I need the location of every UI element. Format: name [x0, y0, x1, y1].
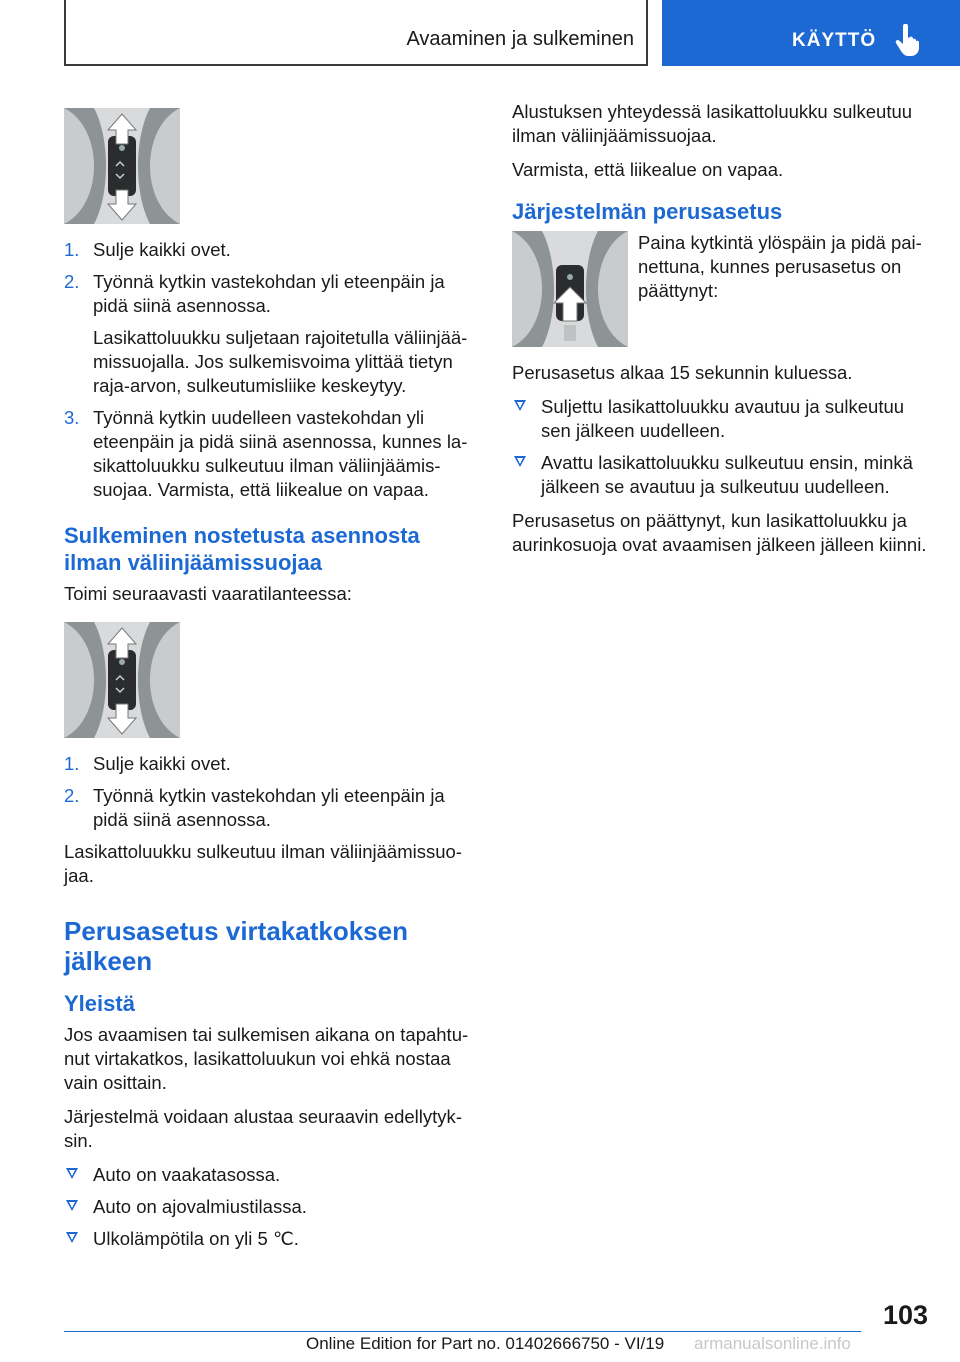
list-item	[64, 1163, 476, 1187]
switch-illustration-forward	[64, 108, 180, 224]
list-item	[64, 406, 476, 502]
hand-pointer-icon	[894, 24, 924, 58]
chapter-tab-label: KÄYTTÖ	[792, 30, 877, 51]
section-title: Avaaminen ja sulkeminen	[406, 28, 634, 50]
init-paragraph-2: Varmista, että liikealue on vapaa.	[512, 159, 784, 180]
chapter-tab[interactable]	[662, 0, 960, 66]
bullet-triangle-icon	[514, 400, 526, 411]
list-item	[64, 1227, 476, 1251]
list-item	[64, 752, 476, 776]
bullet-triangle-icon	[66, 1168, 78, 1179]
switch-illustration-up	[512, 231, 628, 347]
condition-text: Ulkolämpötila on yli 5 ℃.	[93, 1228, 299, 1249]
step-text: Työnnä kytkin uudelleen vastekohdan yli eteenpäin ja pidä siinä asennossa, kunnes lasikattoluukku sulkeutuu ilman väliinjäämissuojaa. Varmista, että liikealue on vapaa.	[93, 407, 468, 500]
init-paragraph-1: Alustuksen yhteydessä lasikattoluukku sulkeutuu ilman väliinjäämissuojaa.	[512, 101, 913, 146]
condition-text: Auto on ajovalmiustilassa.	[93, 1196, 307, 1217]
step-number: 2.	[64, 271, 80, 292]
step-text: Sulje kaikki ovet.	[93, 239, 231, 260]
switch-illustration-forward-2	[64, 622, 180, 738]
bullet-triangle-icon	[514, 456, 526, 467]
footer-rule	[64, 1331, 861, 1332]
step-number: 1.	[64, 753, 80, 774]
heading-general: Yleistä	[64, 991, 135, 1016]
done-text: Perusasetus on päättynyt, kun lasikattoluukku ja aurinkosuoja ovat avaamisen jälkeen jälleen kiinni.	[512, 510, 927, 555]
header-right-rule	[646, 0, 648, 66]
step-text: Työnnä kytkin vastekohdan yli eteenpäin ja pidä siinä asennossa.	[93, 785, 445, 830]
result-text: Suljettu lasikattoluukku avautuu ja sulkeutuu sen jälkeen uudelleen.	[541, 396, 905, 441]
result-text: Avattu lasikattoluukku sulkeutuu ensin, minkä jälkeen se avautuu ja sulkeutuu uudelleen.	[541, 452, 913, 497]
step-text: Työnnä kytkin vastekohdan yli eteenpäin ja pidä siinä asennossa.	[93, 271, 445, 316]
left-column	[64, 100, 476, 1261]
step-note: Lasikattoluukku suljetaan rajoitetulla väliinjäämissuojalla. Jos sulkemisvoima ylittää tietyn raja-arvon, sulkeutumisliike keskeytyy.	[93, 327, 468, 396]
close-steps-list	[64, 238, 476, 502]
results-list	[512, 395, 928, 499]
step-number: 1.	[64, 239, 80, 260]
general-paragraph-1: Jos avaamisen tai sulkemisen aikana on tapahtunut virtakatkos, lasikattoluukun voi ehkä nostaa vain osittain.	[64, 1024, 469, 1093]
list-item	[64, 784, 476, 832]
bullet-triangle-icon	[66, 1232, 78, 1243]
list-item	[64, 1195, 476, 1219]
emergency-intro: Toimi seuraavasti vaaratilanteessa:	[64, 583, 352, 604]
emergency-steps-list	[64, 752, 476, 832]
edition-text: Online Edition for Part no. 01402666750 - VI/19	[306, 1334, 665, 1353]
list-item	[64, 270, 476, 398]
step-text: Sulje kaikki ovet.	[93, 753, 231, 774]
basic-setting-figure-row	[512, 231, 928, 347]
bullet-triangle-icon	[66, 1200, 78, 1211]
page-number: 103	[882, 1300, 928, 1330]
list-item	[512, 451, 928, 499]
header-left-rule	[64, 0, 66, 66]
heading-close-without-protection: Sulkeminen nostetusta asennosta ilman väliinjäämissuojaa	[64, 523, 420, 575]
step-number: 2.	[64, 785, 80, 806]
step-number: 3.	[64, 407, 80, 428]
starts-text: Perusasetus alkaa 15 sekunnin kuluessa.	[512, 362, 853, 383]
closes-without-protection-text: Lasikattoluukku sulkeutuu ilman väliinjäämissuojaa.	[64, 841, 462, 886]
conditions-list	[64, 1163, 476, 1251]
general-paragraph-2: Järjestelmä voidaan alustaa seuraavin edellytyksin.	[64, 1106, 462, 1151]
press-instruction: Paina kytkintä ylöspäin ja pidä painettuna, kunnes perusasetus on päättynyt:	[638, 232, 922, 301]
heading-reset-after-power-loss: Perusasetus virtakatkoksen jälkeen	[64, 916, 408, 976]
watermark: armanualsonline.info	[694, 1334, 851, 1353]
header-bottom-rule	[64, 64, 648, 66]
condition-text: Auto on vaakatasossa.	[93, 1164, 281, 1185]
right-column	[512, 100, 928, 567]
list-item	[512, 395, 928, 443]
heading-basic-setting: Järjestelmän perusasetus	[512, 199, 783, 224]
list-item	[64, 238, 476, 262]
